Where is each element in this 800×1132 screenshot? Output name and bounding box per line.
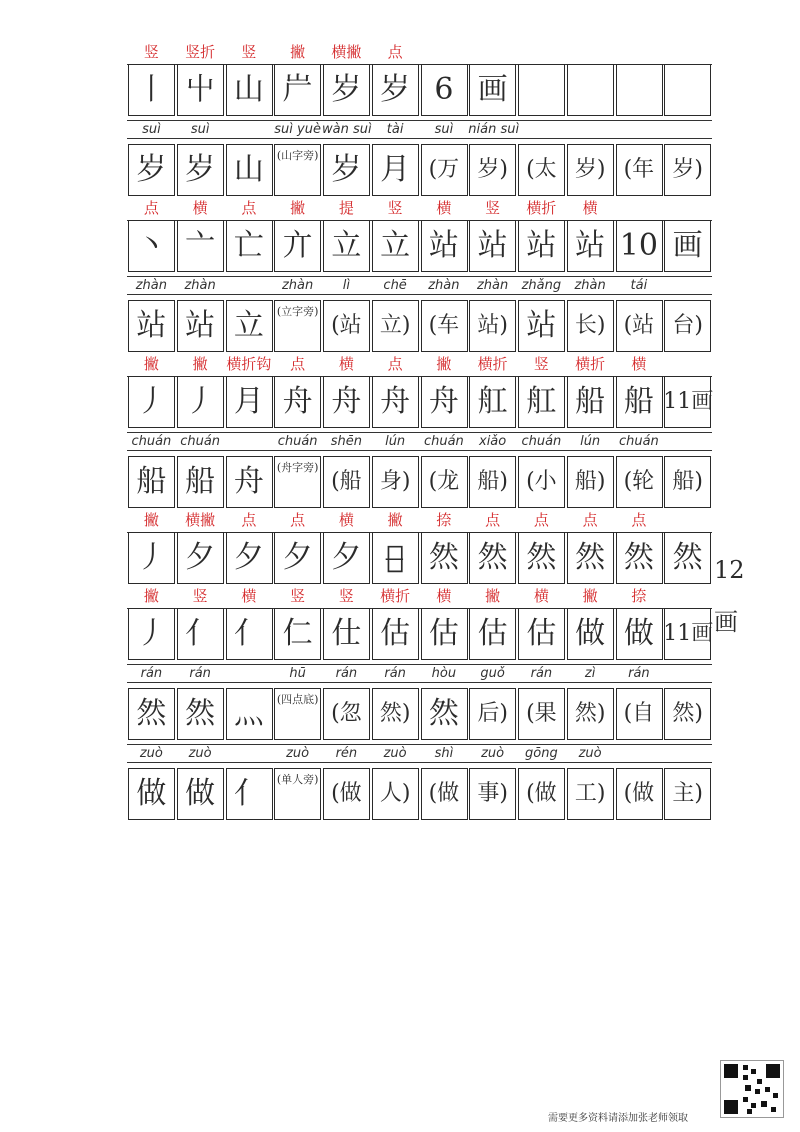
worksheet [127,40,745,1070]
stroke-order-char: 夕 [185,540,216,575]
stroke-order-char: 6 [434,72,454,107]
stroke-name: 撇 [387,511,403,529]
word-char: 然) [574,701,606,726]
word-char: 岁) [574,157,606,182]
stroke-order-char: 做 [575,616,606,651]
word-char: 船) [574,469,606,494]
word-char: (做 [526,781,557,806]
stroke-name: 捺 [436,511,452,529]
stroke-name: 撇 [290,43,306,61]
word-char: 立 [233,308,264,343]
stroke-name: 撇 [290,199,306,217]
stroke-name: 横折 [526,199,557,217]
stroke-name: 竖 [192,587,208,605]
stroke-order-char: 亠 [185,228,216,263]
word-char: 船) [672,469,703,494]
stroke-order-char: 立 [331,228,362,263]
pinyin: zuò [578,746,602,761]
stroke-order-char: 舡 [526,384,557,419]
chars-row [127,300,712,352]
stroke-name: 撇 [143,355,159,373]
pinyin: zhàn [184,278,216,293]
stroke-order-char: 舟 [331,384,362,419]
footer-note: 需要更多资料请添加张老师领取 [548,1113,688,1124]
pinyin: tài [386,122,404,137]
word-char: (龙 [428,469,460,494]
stroke-name: 点 [533,511,549,529]
pinyin: chuán [277,434,318,449]
pinyin: hū [289,666,306,681]
word-char: (自 [623,701,655,726]
stroke-order-char: 立 [380,228,411,263]
pinyin: zuò [481,746,505,761]
stroke-order-char: 站 [477,228,508,263]
strokes-row [127,196,712,221]
word-char: 岁 [331,152,362,187]
stroke-order-char: 亻 [185,616,216,651]
stroke-order-char: 丿 [136,384,167,419]
pinyin: zhàn [476,278,509,293]
stroke-order-char: 估 [428,616,459,651]
pinyin: zhàn [574,278,606,293]
pinyin: zuò [139,746,163,761]
stroke-order-char: 仁 [282,616,313,651]
word-char: 身) [379,469,411,494]
stroke-order-char: 然 [428,540,459,575]
stroke-order-char: 估 [477,616,508,651]
stroke-order-char: 站 [575,228,606,263]
practice-box [518,64,565,116]
word-char: 长) [574,313,606,338]
word-char: 岁 [185,152,216,187]
stroke-order-char: 估 [526,616,557,651]
qr-module [769,1067,777,1075]
stroke-order-char: 画 [672,228,703,263]
chars-row [127,64,712,116]
stroke-name: 横撇 [185,511,216,529]
word-char: (万 [428,157,460,182]
stroke-order-char: 然 [623,540,654,575]
word-char: 然 [136,696,167,731]
stroke-name: 竖 [290,587,306,605]
strokes-row [127,584,712,609]
stroke-name: 横 [582,199,598,217]
word-char: (轮 [623,469,655,494]
stroke-order-char: 11画 [663,389,714,414]
word-char: (太 [526,157,557,182]
stroke-name: 横折 [575,355,606,373]
pinyin: suì [434,122,454,137]
qr-module [727,1067,735,1075]
qr-module [751,1069,756,1074]
pinyin: rán [628,666,650,681]
stroke-name: 横 [436,199,452,217]
stroke-name: 横 [192,199,208,217]
word-char: 主) [672,781,703,806]
pinyin: zhǎng [521,278,562,293]
stroke-name: 点 [290,511,306,529]
word-char: 后) [477,701,508,726]
pinyin: rán [335,666,358,681]
word-char: (做 [623,781,655,806]
stroke-name: 点 [143,199,159,217]
stroke-order-char: 亻 [233,616,264,651]
word-char: 舟 [233,464,264,499]
stroke-order-char: 亣 [282,228,313,263]
qr-module [765,1087,770,1092]
stroke-name: 撇 [143,587,159,605]
stroke-name: 点 [582,511,598,529]
qr-module [745,1085,751,1091]
practice-box [567,64,614,116]
stroke-order-char: 屵 [282,72,313,107]
stroke-order-char: 夕̶ [386,540,405,575]
pinyin: lún [385,434,406,449]
chars-row [127,376,712,428]
word-char: 然) [672,701,703,726]
stroke-name: 点 [241,199,257,217]
stroke-order-char: 夕 [233,540,264,575]
stroke-name: 撇 [582,587,598,605]
word-char: 站 [136,308,167,343]
stroke-order-char: 丿 [185,384,216,419]
pinyin: zhàn [281,278,314,293]
word-char: 船) [477,469,508,494]
stroke-name: 横 [631,355,647,373]
pinyin: lún [580,434,601,449]
pinyin: chuán [521,434,562,449]
stroke-name: 横 [241,587,257,605]
practice-box [664,64,711,116]
stroke-name: 横 [436,587,452,605]
word-char: (小 [526,469,557,494]
chars-row [127,768,712,820]
pinyin: chuán [131,434,172,449]
word-char: (果 [526,701,557,726]
word-char: (山字旁) [276,149,319,162]
pinyin: zhàn [428,278,460,293]
chars-row [127,608,712,660]
qr-module [761,1101,767,1107]
stroke-order-char: 10 [619,228,658,263]
pinyin: zuò [286,746,310,761]
stroke-order-char: 夕 [282,540,313,575]
stroke-order-char: 岁 [380,72,411,107]
qr-module [743,1065,748,1070]
pinyin: zhàn [135,278,168,293]
stroke-name: 撇 [192,355,208,373]
word-char: (站 [331,313,362,338]
word-char: 台) [672,313,703,338]
stroke-name: 竖 [338,587,354,605]
stroke-order-char: 11画 [663,621,714,646]
stroke-order-char: 丨 [136,72,167,107]
chars-row [127,688,712,740]
pinyin: rán [530,666,553,681]
pinyin: chuán [618,434,659,449]
stroke-order-char: 山 [233,72,264,107]
stroke-order-char: 然 [575,540,606,575]
strokes-row [127,40,712,65]
word-char: (忽 [331,701,362,726]
pinyin-row [127,116,712,144]
pinyin: suì [142,122,161,137]
pinyin: hòu [431,666,457,681]
stroke-name: 点 [631,511,647,529]
word-char: (车 [428,313,460,338]
stroke-name: 横折钩 [226,355,272,373]
pinyin: zuò [383,746,407,761]
word-char: 亻 [233,776,264,811]
word-char: 人) [379,781,411,806]
stroke-order-char: 站 [526,228,557,263]
stroke-order-char: 夕 [331,540,362,575]
pinyin-row [127,272,712,300]
stroke-name: 撇 [436,355,452,373]
stroke-order-char: 舟 [380,384,411,419]
word-char: 船 [136,464,167,499]
stroke-name: 点 [290,355,306,373]
stroke-order-char: 舡 [477,384,508,419]
pinyin: rén [335,746,358,761]
word-char: (做 [331,781,362,806]
word-char: 船 [185,464,216,499]
stroke-name: 竖 [387,199,403,217]
chars-row [127,456,712,508]
pinyin-row [127,660,712,688]
pinyin: guǒ [480,666,505,681]
stroke-order-char: 舟 [282,384,313,419]
stroke-name: 点 [485,511,501,529]
word-char: 岁 [136,152,167,187]
stroke-name: 竖 [241,43,257,61]
stroke-count-note: 12画 [714,556,745,636]
qr-module [751,1103,756,1108]
word-char: 站 [185,308,216,343]
chars-row [127,144,712,196]
qr-module [743,1097,748,1102]
stroke-order-char: 丿 [136,540,167,575]
pinyin: wàn suì [322,122,372,137]
pinyin-row [127,428,712,456]
stroke-name: 横 [338,355,354,373]
qr-module [773,1093,778,1098]
word-char: (立字旁) [276,305,319,318]
pinyin: chē [383,278,407,293]
stroke-order-char: 丿 [136,616,167,651]
stroke-name: 竖 [533,355,549,373]
pinyin: lì [342,278,350,293]
word-char: 月 [380,152,411,187]
stroke-name: 横撇 [331,43,362,61]
pinyin: suì [190,122,210,137]
word-char: 然 [185,696,216,731]
word-char: 岁) [672,157,703,182]
stroke-name: 点 [387,355,403,373]
pinyin: shì [434,746,454,761]
word-char: 工) [574,781,606,806]
stroke-name: 竖折 [185,43,216,61]
word-char: (做 [428,781,460,806]
stroke-order-char: 然 [526,540,557,575]
word-char: 立) [379,313,411,338]
pinyin-row [127,740,712,768]
stroke-order-char: 然 [477,540,508,575]
word-char: 事) [477,781,508,806]
stroke-order-char: 亡 [233,228,264,263]
stroke-order-char: 做 [623,616,654,651]
pinyin: chuán [423,434,464,449]
stroke-name: 撇 [485,587,501,605]
stroke-order-char: 岁 [331,72,362,107]
word-char: (四点底) [276,693,319,706]
word-char: 灬 [233,696,264,731]
pinyin: chuán [180,434,221,449]
word-char: 做 [136,776,167,811]
pinyin: suì yuè [274,122,321,137]
stroke-name: 竖 [485,199,501,217]
word-char: (站 [623,313,655,338]
word-char: 做 [185,776,216,811]
pinyin: gōng [525,746,558,761]
stroke-order-char: 站 [428,228,459,263]
word-char: 站 [526,308,557,343]
stroke-order-char: 丶 [136,228,167,263]
word-char: 然 [428,696,459,731]
pinyin: rán [384,666,406,681]
stroke-order-char: 估 [380,616,411,651]
word-char: 然) [379,701,411,726]
stroke-name: 捺 [631,587,647,605]
stroke-name: 横 [533,587,549,605]
pinyin: xiǎo [479,434,507,449]
pinyin: shēn [330,434,362,449]
strokes-row [127,508,712,533]
pinyin: rán [189,666,211,681]
qr-module [755,1089,760,1094]
stroke-order-char: 舟 [428,384,459,419]
stroke-name: 横 [338,511,354,529]
word-char: 山 [233,152,264,187]
word-char: (年 [623,157,655,182]
stroke-order-char: 船 [575,384,606,419]
stroke-order-char: 然 [672,540,703,575]
strokes-row [127,352,712,377]
word-char: (舟字旁) [276,461,319,474]
stroke-order-char: 画 [477,72,508,107]
pinyin: nián suì [468,122,520,137]
stroke-order-char: 仕 [331,616,362,651]
pinyin: tái [630,278,648,293]
stroke-name: 横折 [477,355,508,373]
pinyin: rán [140,666,163,681]
pinyin: zì [584,666,596,681]
stroke-name: 点 [387,43,403,61]
pinyin: zuò [188,746,212,761]
stroke-order-char: 月 [233,384,264,419]
stroke-name: 撇 [143,511,159,529]
stroke-order-char: 船 [623,384,654,419]
chars-row [127,220,712,272]
practice-box [616,64,663,116]
qr-module [743,1075,748,1080]
stroke-order-char: 屮 [185,72,216,107]
word-char: 岁) [477,157,508,182]
stroke-name: 点 [241,511,257,529]
qr-module [757,1079,762,1084]
word-char: 站) [477,313,508,338]
word-char: (船 [331,469,362,494]
stroke-name: 提 [338,199,354,217]
word-char: (单人旁) [276,773,319,786]
stroke-name: 横折 [380,587,411,605]
stroke-name: 竖 [143,43,159,61]
